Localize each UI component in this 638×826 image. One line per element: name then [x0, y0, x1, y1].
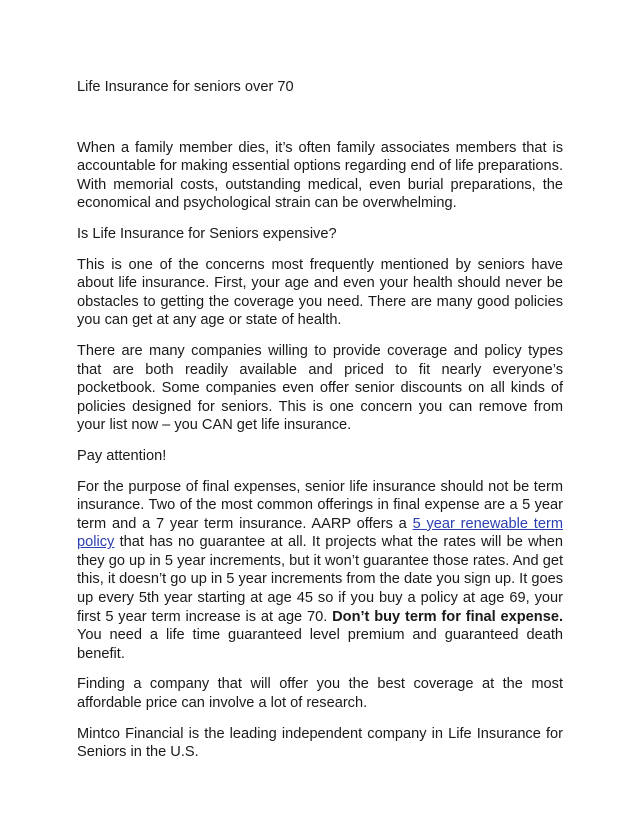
document-title: Life Insurance for seniors over 70: [77, 79, 294, 95]
paragraph-concerns: This is one of the concerns most frequently mentioned by seniors have about life insurance. First, your age and even your health should never be obstacles to getting the coverage you need. There are many good policies you can get at any age or state of health.: [77, 256, 563, 329]
paragraph-companies: There are many companies willing to provide coverage and policy types that are both readily available and priced to fit nearly everyone’s pocketbook. Some companies even offer senior discounts on all kinds of policies designed for seniors. This is one concern you can remove from your list now – you CAN get life insurance.: [77, 342, 563, 434]
paragraph-final-expenses-text-start: For the purpose of final expenses, senior life insurance should not be term insurance. Two of the most common offerings in final expense are a 5 year term and a 7 year term insurance. AARP offers a: [77, 478, 563, 532]
paragraph-intro: When a family member dies, it’s often family associates members that is accountable for making essential options regarding end of life preparations. With memorial costs, outstanding medical, even burial preparations, the economical and psychological strain can be overwhelming.: [77, 139, 563, 212]
bold-warning-text: Don’t buy term for final expense.: [332, 608, 563, 625]
paragraph-final-expenses-text-end: You need a life time guaranteed level premium and guaranteed death benefit.: [77, 627, 563, 662]
document-body: [77, 78, 563, 774]
paragraph-final-expenses: [77, 478, 563, 664]
paragraph-final-expenses-text-middle: that has no guarantee at all. It projects what the rates will be when they go up in 5 year increments, but it won’t guarantee those rates. And get this, it doesn’t go up in 5 year increments from the date you sign up. It goes up every 5th year starting at age 45 so if you buy a policy at age 69, your first 5 year term increase is at age 70.: [77, 534, 563, 625]
heading-expensive: Is Life Insurance for Seniors expensive?: [77, 225, 337, 242]
paragraph-research: Finding a company that will offer you the best coverage at the most affordable price can involve a lot of research.: [77, 676, 563, 712]
renewable-term-policy-link[interactable]: 5 year renewable term policy: [77, 515, 563, 551]
paragraph-mintco: Mintco Financial is the leading independent company in Life Insurance for Seniors in the U.S.: [77, 725, 563, 761]
heading-pay-attention: Pay attention!: [77, 447, 167, 464]
